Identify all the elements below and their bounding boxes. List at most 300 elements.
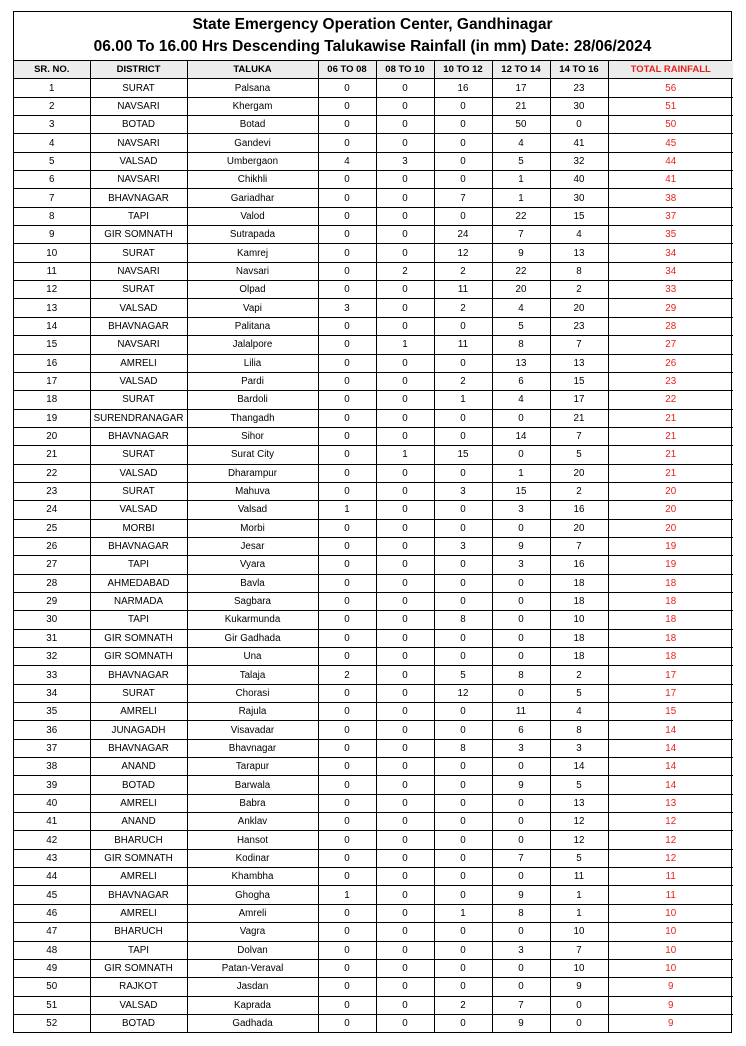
report-subtitle: 06.00 To 16.00 Hrs Descending Talukawise Rainfall (in mm) Date: 28/06/2024 — [93, 38, 652, 55]
taluka-cell: Sagbara — [187, 592, 318, 610]
total-rainfall-cell: 17 — [608, 684, 733, 702]
taluka-cell: Sihor — [187, 427, 318, 445]
district-cell: BHAVNAGAR — [90, 427, 187, 445]
taluka-cell: Vagra — [187, 923, 318, 941]
total-rainfall-cell: 19 — [608, 537, 733, 555]
rain-06-08-cell: 0 — [318, 996, 376, 1014]
rain-12-14-cell: 0 — [492, 978, 550, 996]
rain-12-14-cell: 17 — [492, 79, 550, 97]
rain-10-12-cell: 0 — [434, 886, 492, 904]
total-rainfall-cell: 19 — [608, 556, 733, 574]
district-cell: AMRELI — [90, 354, 187, 372]
total-rainfall-cell: 35 — [608, 226, 733, 244]
rain-06-08-cell: 0 — [318, 1014, 376, 1032]
taluka-cell: Kamrej — [187, 244, 318, 262]
table-row — [14, 666, 733, 684]
rain-14-16-cell: 0 — [550, 116, 608, 134]
rain-08-10-cell: 0 — [376, 427, 434, 445]
rain-14-16-cell: 7 — [550, 537, 608, 555]
rain-06-08-cell: 0 — [318, 281, 376, 299]
total-rainfall-cell: 18 — [608, 648, 733, 666]
district-cell: GIR SOMNATH — [90, 648, 187, 666]
sr-no-cell: 14 — [14, 317, 90, 335]
rain-12-14-cell: 1 — [492, 189, 550, 207]
rain-06-08-cell: 0 — [318, 226, 376, 244]
rain-12-14-cell: 3 — [492, 556, 550, 574]
rain-10-12-cell: 0 — [434, 923, 492, 941]
district-cell: GIR SOMNATH — [90, 959, 187, 977]
table-row — [14, 721, 733, 739]
rain-06-08-cell: 0 — [318, 519, 376, 537]
rain-14-16-cell: 13 — [550, 794, 608, 812]
table-row — [14, 134, 733, 152]
rain-06-08-cell: 1 — [318, 886, 376, 904]
district-cell: AMRELI — [90, 904, 187, 922]
rain-14-16-cell: 13 — [550, 354, 608, 372]
sr-no-cell: 9 — [14, 226, 90, 244]
rain-10-12-cell: 2 — [434, 372, 492, 390]
rain-10-12-cell: 24 — [434, 226, 492, 244]
district-cell: BOTAD — [90, 1014, 187, 1032]
rain-08-10-cell: 0 — [376, 666, 434, 684]
sr-no-cell: 4 — [14, 134, 90, 152]
district-cell: BOTAD — [90, 116, 187, 134]
taluka-cell: Una — [187, 648, 318, 666]
district-cell: BHARUCH — [90, 831, 187, 849]
rain-06-08-cell: 0 — [318, 116, 376, 134]
district-cell: AHMEDABAD — [90, 574, 187, 592]
rain-10-12-cell: 12 — [434, 244, 492, 262]
rain-10-12-cell: 16 — [434, 79, 492, 97]
district-cell: GIR SOMNATH — [90, 226, 187, 244]
total-rainfall-cell: 10 — [608, 904, 733, 922]
rain-14-16-cell: 23 — [550, 79, 608, 97]
rain-12-14-cell: 50 — [492, 116, 550, 134]
table-row — [14, 904, 733, 922]
rain-14-16-cell: 7 — [550, 336, 608, 354]
rain-10-12-cell: 0 — [434, 464, 492, 482]
rain-12-14-cell: 3 — [492, 941, 550, 959]
rain-08-10-cell: 0 — [376, 207, 434, 225]
rain-06-08-cell: 1 — [318, 501, 376, 519]
rain-12-14-cell: 0 — [492, 959, 550, 977]
rain-10-12-cell: 0 — [434, 152, 492, 170]
rain-14-16-cell: 15 — [550, 207, 608, 225]
sr-no-cell: 38 — [14, 758, 90, 776]
district-cell: NAVSARI — [90, 171, 187, 189]
header-12-to-14: 12 TO 14 — [492, 61, 550, 79]
rain-10-12-cell: 0 — [434, 648, 492, 666]
rain-14-16-cell: 11 — [550, 868, 608, 886]
table-row — [14, 758, 733, 776]
taluka-cell: Hansot — [187, 831, 318, 849]
table-row — [14, 79, 733, 97]
total-rainfall-cell: 34 — [608, 262, 733, 280]
district-cell: SURENDRANAGAR — [90, 409, 187, 427]
total-rainfall-cell: 14 — [608, 739, 733, 757]
rain-08-10-cell: 0 — [376, 391, 434, 409]
sr-no-cell: 11 — [14, 262, 90, 280]
table-row — [14, 446, 733, 464]
total-rainfall-cell: 23 — [608, 372, 733, 390]
rain-10-12-cell: 0 — [434, 97, 492, 115]
rain-12-14-cell: 1 — [492, 171, 550, 189]
rain-14-16-cell: 21 — [550, 409, 608, 427]
sr-no-cell: 3 — [14, 116, 90, 134]
sr-no-cell: 20 — [14, 427, 90, 445]
rain-12-14-cell: 5 — [492, 317, 550, 335]
rain-14-16-cell: 18 — [550, 648, 608, 666]
district-cell: SURAT — [90, 446, 187, 464]
rain-14-16-cell: 10 — [550, 923, 608, 941]
rain-14-16-cell: 20 — [550, 464, 608, 482]
rain-08-10-cell: 0 — [376, 372, 434, 390]
taluka-cell: Khambha — [187, 868, 318, 886]
taluka-cell: Gadhada — [187, 1014, 318, 1032]
rain-08-10-cell: 0 — [376, 464, 434, 482]
total-rainfall-cell: 37 — [608, 207, 733, 225]
rain-14-16-cell: 0 — [550, 1014, 608, 1032]
rain-10-12-cell: 0 — [434, 317, 492, 335]
table-row — [14, 776, 733, 794]
rain-14-16-cell: 8 — [550, 262, 608, 280]
district-cell: AMRELI — [90, 703, 187, 721]
rain-10-12-cell: 2 — [434, 996, 492, 1014]
district-cell: NAVSARI — [90, 262, 187, 280]
taluka-cell: Morbi — [187, 519, 318, 537]
sr-no-cell: 52 — [14, 1014, 90, 1032]
sr-no-cell: 1 — [14, 79, 90, 97]
rain-14-16-cell: 23 — [550, 317, 608, 335]
rain-10-12-cell: 0 — [434, 868, 492, 886]
rain-06-08-cell: 0 — [318, 648, 376, 666]
sr-no-cell: 12 — [14, 281, 90, 299]
rain-12-14-cell: 4 — [492, 391, 550, 409]
table-row — [14, 354, 733, 372]
rain-08-10-cell: 0 — [376, 482, 434, 500]
table-row — [14, 648, 733, 666]
rain-10-12-cell: 12 — [434, 684, 492, 702]
sr-no-cell: 33 — [14, 666, 90, 684]
rain-12-14-cell: 0 — [492, 648, 550, 666]
district-cell: GIR SOMNATH — [90, 849, 187, 867]
taluka-cell: Palsana — [187, 79, 318, 97]
rain-12-14-cell: 7 — [492, 226, 550, 244]
rain-12-14-cell: 0 — [492, 923, 550, 941]
header-sr-no: SR. NO. — [14, 61, 90, 79]
rain-06-08-cell: 0 — [318, 868, 376, 886]
rain-14-16-cell: 12 — [550, 831, 608, 849]
rain-08-10-cell: 0 — [376, 831, 434, 849]
taluka-cell: Khergam — [187, 97, 318, 115]
rain-08-10-cell: 0 — [376, 813, 434, 831]
rain-08-10-cell: 1 — [376, 336, 434, 354]
district-cell: BHAVNAGAR — [90, 666, 187, 684]
rain-14-16-cell: 30 — [550, 189, 608, 207]
rain-08-10-cell: 0 — [376, 959, 434, 977]
sr-no-cell: 43 — [14, 849, 90, 867]
rain-06-08-cell: 0 — [318, 446, 376, 464]
rain-10-12-cell: 0 — [434, 794, 492, 812]
taluka-cell: Thangadh — [187, 409, 318, 427]
sr-no-cell: 44 — [14, 868, 90, 886]
table-row — [14, 281, 733, 299]
rain-08-10-cell: 0 — [376, 868, 434, 886]
rain-10-12-cell: 7 — [434, 189, 492, 207]
total-rainfall-cell: 27 — [608, 336, 733, 354]
rain-10-12-cell: 2 — [434, 262, 492, 280]
rain-06-08-cell: 0 — [318, 978, 376, 996]
rain-14-16-cell: 5 — [550, 776, 608, 794]
rain-08-10-cell: 0 — [376, 79, 434, 97]
rain-10-12-cell: 0 — [434, 207, 492, 225]
table-row — [14, 886, 733, 904]
rain-08-10-cell: 0 — [376, 556, 434, 574]
sr-no-cell: 24 — [14, 501, 90, 519]
district-cell: RAJKOT — [90, 978, 187, 996]
rain-06-08-cell: 0 — [318, 134, 376, 152]
rain-06-08-cell: 0 — [318, 189, 376, 207]
rain-10-12-cell: 2 — [434, 299, 492, 317]
table-row — [14, 207, 733, 225]
rain-12-14-cell: 9 — [492, 886, 550, 904]
taluka-cell: Pardi — [187, 372, 318, 390]
rain-12-14-cell: 7 — [492, 849, 550, 867]
total-rainfall-cell: 44 — [608, 152, 733, 170]
district-cell: SURAT — [90, 391, 187, 409]
table-row — [14, 556, 733, 574]
taluka-cell: Kukarmunda — [187, 611, 318, 629]
total-rainfall-cell: 18 — [608, 574, 733, 592]
rain-12-14-cell: 9 — [492, 244, 550, 262]
rain-08-10-cell: 0 — [376, 281, 434, 299]
rain-06-08-cell: 0 — [318, 556, 376, 574]
total-rainfall-cell: 38 — [608, 189, 733, 207]
rain-08-10-cell: 0 — [376, 721, 434, 739]
rain-14-16-cell: 1 — [550, 886, 608, 904]
sr-no-cell: 17 — [14, 372, 90, 390]
sr-no-cell: 6 — [14, 171, 90, 189]
table-row — [14, 592, 733, 610]
rain-06-08-cell: 0 — [318, 739, 376, 757]
rain-14-16-cell: 5 — [550, 446, 608, 464]
sr-no-cell: 16 — [14, 354, 90, 372]
total-rainfall-cell: 9 — [608, 1014, 733, 1032]
rain-10-12-cell: 0 — [434, 501, 492, 519]
rain-10-12-cell: 0 — [434, 721, 492, 739]
table-row — [14, 703, 733, 721]
taluka-cell: Sutrapada — [187, 226, 318, 244]
taluka-cell: Barwala — [187, 776, 318, 794]
table-row — [14, 739, 733, 757]
rain-12-14-cell: 0 — [492, 684, 550, 702]
table-row — [14, 611, 733, 629]
rain-06-08-cell: 0 — [318, 336, 376, 354]
district-cell: NAVSARI — [90, 336, 187, 354]
taluka-cell: Anklav — [187, 813, 318, 831]
taluka-cell: Kaprada — [187, 996, 318, 1014]
sr-no-cell: 48 — [14, 941, 90, 959]
district-cell: TAPI — [90, 941, 187, 959]
district-cell: ANAND — [90, 758, 187, 776]
rain-12-14-cell: 0 — [492, 409, 550, 427]
rain-14-16-cell: 13 — [550, 244, 608, 262]
rain-08-10-cell: 0 — [376, 611, 434, 629]
sr-no-cell: 19 — [14, 409, 90, 427]
sr-no-cell: 30 — [14, 611, 90, 629]
rain-08-10-cell: 0 — [376, 978, 434, 996]
total-rainfall-cell: 12 — [608, 849, 733, 867]
total-rainfall-cell: 11 — [608, 868, 733, 886]
total-rainfall-cell: 56 — [608, 79, 733, 97]
rain-08-10-cell: 0 — [376, 1014, 434, 1032]
table-row — [14, 959, 733, 977]
rain-06-08-cell: 0 — [318, 97, 376, 115]
district-cell: SURAT — [90, 482, 187, 500]
taluka-cell: Navsari — [187, 262, 318, 280]
taluka-cell: Amreli — [187, 904, 318, 922]
taluka-cell: Vapi — [187, 299, 318, 317]
taluka-cell: Jasdan — [187, 978, 318, 996]
table-row — [14, 262, 733, 280]
rain-12-14-cell: 15 — [492, 482, 550, 500]
taluka-cell: Chikhli — [187, 171, 318, 189]
total-rainfall-cell: 22 — [608, 391, 733, 409]
total-rainfall-cell: 10 — [608, 923, 733, 941]
header-14-to-16: 14 TO 16 — [550, 61, 608, 79]
rain-08-10-cell: 0 — [376, 758, 434, 776]
table-row — [14, 813, 733, 831]
total-rainfall-cell: 28 — [608, 317, 733, 335]
rain-06-08-cell: 4 — [318, 152, 376, 170]
table-row — [14, 464, 733, 482]
rain-08-10-cell: 0 — [376, 684, 434, 702]
sr-no-cell: 50 — [14, 978, 90, 996]
total-rainfall-cell: 20 — [608, 501, 733, 519]
rain-10-12-cell: 0 — [434, 978, 492, 996]
rain-10-12-cell: 1 — [434, 904, 492, 922]
rain-06-08-cell: 0 — [318, 574, 376, 592]
rain-14-16-cell: 10 — [550, 959, 608, 977]
rain-10-12-cell: 0 — [434, 776, 492, 794]
district-cell: VALSAD — [90, 996, 187, 1014]
taluka-cell: Babra — [187, 794, 318, 812]
table-row — [14, 978, 733, 996]
rain-12-14-cell: 22 — [492, 207, 550, 225]
table-row — [14, 482, 733, 500]
district-cell: GIR SOMNATH — [90, 629, 187, 647]
total-rainfall-cell: 26 — [608, 354, 733, 372]
sr-no-cell: 23 — [14, 482, 90, 500]
rain-08-10-cell: 0 — [376, 794, 434, 812]
rain-08-10-cell: 0 — [376, 354, 434, 372]
header-10-to-12: 10 TO 12 — [434, 61, 492, 79]
sr-no-cell: 34 — [14, 684, 90, 702]
rain-10-12-cell: 0 — [434, 354, 492, 372]
total-rainfall-cell: 14 — [608, 721, 733, 739]
rain-10-12-cell: 8 — [434, 739, 492, 757]
taluka-cell: Valod — [187, 207, 318, 225]
sr-no-cell: 15 — [14, 336, 90, 354]
rain-12-14-cell: 0 — [492, 831, 550, 849]
rain-06-08-cell: 0 — [318, 611, 376, 629]
rain-14-16-cell: 41 — [550, 134, 608, 152]
total-rainfall-cell: 9 — [608, 996, 733, 1014]
total-rainfall-cell: 45 — [608, 134, 733, 152]
rain-14-16-cell: 17 — [550, 391, 608, 409]
rain-06-08-cell: 0 — [318, 941, 376, 959]
rain-06-08-cell: 0 — [318, 79, 376, 97]
total-rainfall-cell: 50 — [608, 116, 733, 134]
rain-06-08-cell: 0 — [318, 849, 376, 867]
rain-12-14-cell: 0 — [492, 574, 550, 592]
rain-14-16-cell: 18 — [550, 592, 608, 610]
table-row — [14, 189, 733, 207]
rain-06-08-cell: 0 — [318, 592, 376, 610]
rain-12-14-cell: 21 — [492, 97, 550, 115]
taluka-cell: Mahuva — [187, 482, 318, 500]
table-row — [14, 868, 733, 886]
rain-14-16-cell: 10 — [550, 611, 608, 629]
rain-08-10-cell: 0 — [376, 629, 434, 647]
district-cell: TAPI — [90, 207, 187, 225]
rain-08-10-cell: 0 — [376, 409, 434, 427]
table-row — [14, 226, 733, 244]
rain-12-14-cell: 8 — [492, 336, 550, 354]
total-rainfall-cell: 18 — [608, 611, 733, 629]
total-rainfall-cell: 17 — [608, 666, 733, 684]
sr-no-cell: 22 — [14, 464, 90, 482]
total-rainfall-cell: 21 — [608, 409, 733, 427]
rain-10-12-cell: 0 — [434, 703, 492, 721]
rain-08-10-cell: 0 — [376, 904, 434, 922]
rain-06-08-cell: 0 — [318, 776, 376, 794]
report-header — [14, 12, 731, 61]
sr-no-cell: 5 — [14, 152, 90, 170]
rain-06-08-cell: 0 — [318, 923, 376, 941]
total-rainfall-cell: 41 — [608, 171, 733, 189]
rain-12-14-cell: 0 — [492, 519, 550, 537]
table-row — [14, 427, 733, 445]
rain-10-12-cell: 0 — [434, 409, 492, 427]
rain-08-10-cell: 0 — [376, 849, 434, 867]
total-rainfall-cell: 14 — [608, 758, 733, 776]
district-cell: BHAVNAGAR — [90, 317, 187, 335]
total-rainfall-cell: 21 — [608, 427, 733, 445]
district-cell: TAPI — [90, 611, 187, 629]
rain-08-10-cell: 2 — [376, 262, 434, 280]
taluka-cell: Vyara — [187, 556, 318, 574]
sr-no-cell: 21 — [14, 446, 90, 464]
rain-12-14-cell: 13 — [492, 354, 550, 372]
total-rainfall-cell: 11 — [608, 886, 733, 904]
district-cell: BHAVNAGAR — [90, 189, 187, 207]
district-cell: JUNAGADH — [90, 721, 187, 739]
taluka-cell: Talaja — [187, 666, 318, 684]
rain-14-16-cell: 16 — [550, 501, 608, 519]
rain-06-08-cell: 0 — [318, 904, 376, 922]
district-cell: SURAT — [90, 684, 187, 702]
rain-08-10-cell: 0 — [376, 501, 434, 519]
rain-14-16-cell: 7 — [550, 427, 608, 445]
table-row — [14, 317, 733, 335]
rain-12-14-cell: 7 — [492, 996, 550, 1014]
sr-no-cell: 51 — [14, 996, 90, 1014]
rain-14-16-cell: 5 — [550, 849, 608, 867]
taluka-cell: Surat City — [187, 446, 318, 464]
rain-14-16-cell: 20 — [550, 519, 608, 537]
rain-08-10-cell: 0 — [376, 941, 434, 959]
